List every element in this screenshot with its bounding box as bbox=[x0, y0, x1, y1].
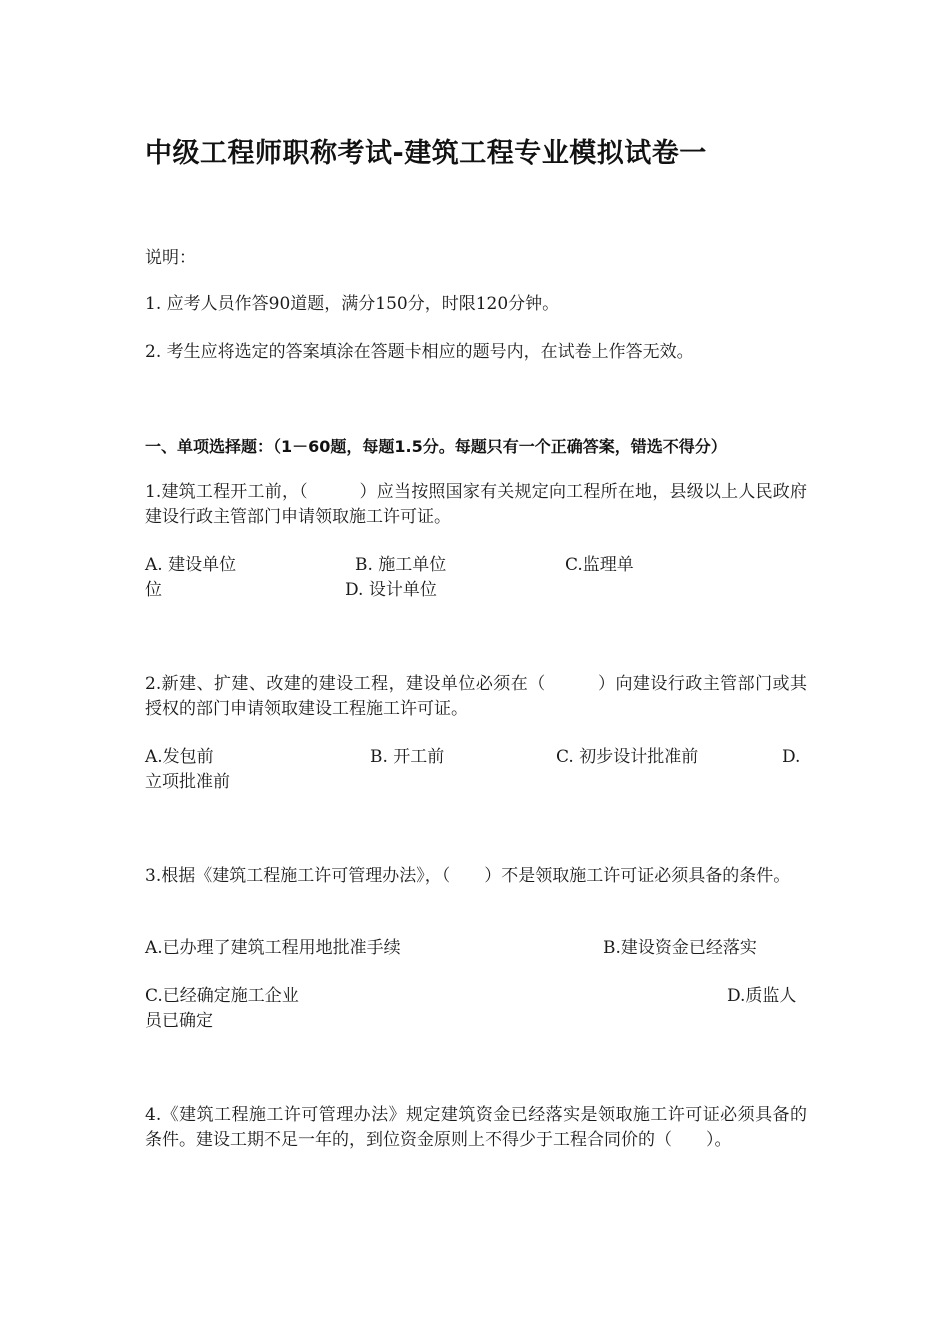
section-heading: 一、单项选择题：（1－60题，每题1.5分。每题只有一个正确答案，错选不得分） bbox=[145, 437, 727, 456]
question-3-option-d: D.质监人 bbox=[727, 986, 797, 1006]
question-2-option-d: D. bbox=[782, 747, 801, 767]
question-3-stem: 3.根据《建筑工程施工许可管理办法》，（ ）不是领取施工许可证必须具备的条件。 bbox=[145, 866, 791, 886]
question-3-option-a: A.已办理了建筑工程用地批准手续 bbox=[145, 938, 401, 958]
question-3-option-d-wrap: 员已确定 bbox=[145, 1011, 213, 1031]
question-1-option-b: B. 施工单位 bbox=[355, 555, 447, 575]
question-1-option-c: C.监理单 bbox=[565, 555, 634, 575]
question-1-option-d: D. 设计单位 bbox=[345, 580, 437, 600]
notes-heading: 说明： bbox=[145, 248, 196, 268]
question-2-option-b: B. 开工前 bbox=[370, 747, 445, 767]
question-2-option-c: C. 初步设计批准前 bbox=[556, 747, 699, 767]
note-item: 1. 应考人员作答90道题，满分150分，时限120分钟。 bbox=[145, 294, 560, 314]
question-3-option-c: C.已经确定施工企业 bbox=[145, 986, 299, 1006]
question-1-option-c-wrap: 位 bbox=[145, 580, 162, 600]
question-3-option-b: B.建设资金已经落实 bbox=[603, 938, 757, 958]
question-2-option-d-wrap: 立项批准前 bbox=[145, 772, 230, 792]
document-title: 中级工程师职称考试-建筑工程专业模拟试卷一 bbox=[145, 138, 707, 169]
question-1-stem: 1.建筑工程开工前，（ ）应当按照国家有关规定向工程所在地，县级以上人民政府建设行政主管部门申请领取施工许可证。 bbox=[145, 482, 807, 527]
question-2-stem: 2.新建、扩建、改建的建设工程，建设单位必须在（ ）向建设行政主管部门或其授权的部门申请领取建设工程施工许可证。 bbox=[145, 674, 807, 719]
question-2-option-a: A.发包前 bbox=[145, 747, 214, 767]
question-1-option-a: A. 建设单位 bbox=[145, 555, 237, 575]
question-4-stem: 4.《建筑工程施工许可管理办法》规定建筑资金已经落实是领取施工许可证必须具备的条件。建设工期不足一年的，到位资金原则上不得少于工程合同价的（ ）。 bbox=[145, 1105, 807, 1150]
note-item: 2. 考生应将选定的答案填涂在答题卡相应的题号内，在试卷上作答无效。 bbox=[145, 342, 694, 362]
